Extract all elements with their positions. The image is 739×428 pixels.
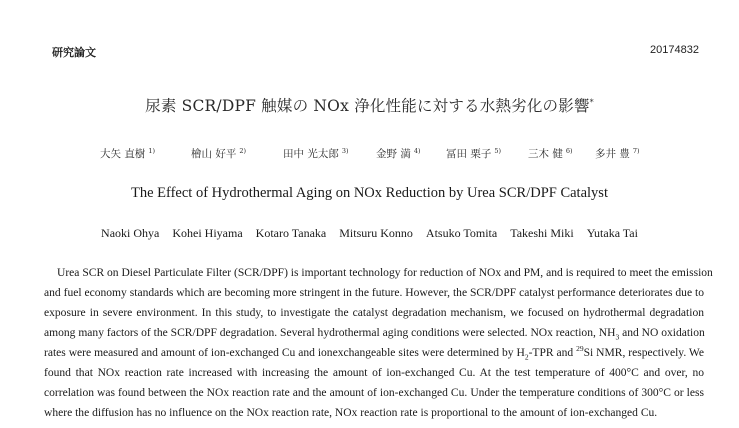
abstract-text: Si NMR, respectively. We (583, 347, 705, 359)
abstract-text: among many factors of the SCR/DPF degradation. Several hydrothermal aging conditions were selected. NOx reaction, NH (44, 327, 616, 339)
author-ja (446, 146, 501, 161)
author-ja-name: 檜山 好平 (191, 148, 237, 160)
author-ja-name: 金野 満 (376, 148, 411, 160)
subscript: 3 (615, 332, 620, 342)
author-ja-name: 大矢 直樹 (100, 148, 146, 160)
author-ja-affiliation: 1) (148, 146, 156, 155)
author-ja (191, 146, 246, 161)
author-ja-affiliation: 7) (632, 146, 640, 155)
author-en: Kohei Hiyama (172, 226, 243, 240)
abstract-line: exposure in severe environment. In this study, to investigate the catalyst degradation mechanism, we focused on hydrothermal degradation (44, 307, 704, 319)
author-ja-affiliation: 4) (413, 146, 421, 155)
document-number: 20174832 (650, 44, 699, 56)
abstract-line: found that NOx reaction rate increased with increasing the amount of ion-exchanged Cu. At the test temperature of 400°C and over, no (44, 367, 704, 379)
abstract-text: -TPR and (528, 347, 577, 359)
title-footnote-mark: * (589, 97, 594, 107)
abstract-line: and fuel economy standards which are becoming more stringent in the future. However, the SCR/DPF catalyst performance deteriorates due to (44, 287, 704, 299)
abstract-text: rates were measured and amount of ion-exchanged Cu and ionexchangeable sites were determined by H (44, 347, 525, 359)
english-title: The Effect of Hydrothermal Aging on NOx Reduction by Urea SCR/DPF Catalyst (131, 185, 608, 201)
abstract-line: where the diffusion has no influence on the NOx reaction rate, NOx reaction rate is proportional to the amount of ion-exchanged Cu. (44, 407, 658, 419)
author-ja-affiliation: 6) (565, 146, 573, 155)
author-ja-affiliation: 5) (494, 146, 502, 155)
japanese-title (0, 94, 739, 116)
abstract-text: and NO oxidation (619, 327, 705, 339)
japanese-title-text: 尿素 SCR/DPF 触媒の NOx 浄化性能に対する水熱劣化の影響 (145, 97, 590, 115)
author-en: Naoki Ohya (101, 226, 160, 240)
subscript: 2 (524, 352, 529, 362)
author-ja (283, 146, 349, 161)
abstract-line (44, 323, 704, 343)
author-ja (376, 146, 421, 161)
abstract-line: correlation was found between the NOx reaction rate and the amount of ion-exchanged Cu. Under the temperature conditions of 300°C or less (44, 387, 704, 399)
superscript: 29 (576, 344, 584, 354)
japanese-author-list (100, 146, 700, 162)
author-en: Takeshi Miki (510, 226, 574, 240)
author-ja (595, 146, 640, 161)
author-en: Atsuko Tomita (425, 226, 498, 240)
english-author-list (0, 226, 739, 241)
author-en: Yutaka Tai (586, 226, 638, 240)
author-en: Mitsuru Konno (339, 226, 413, 240)
article-category: 研究論文 (52, 46, 96, 59)
author-ja-name: 田中 光太郎 (283, 148, 339, 160)
author-ja-name: 多井 豊 (595, 148, 630, 160)
author-ja-name: 冨田 栗子 (446, 148, 492, 160)
author-ja-name: 三木 健 (528, 148, 563, 160)
author-en: Kotaro Tanaka (255, 226, 327, 240)
author-ja (528, 146, 573, 161)
author-ja (100, 146, 155, 161)
author-ja-affiliation: 2) (239, 146, 247, 155)
abstract (44, 263, 713, 423)
author-ja-affiliation: 3) (341, 146, 349, 155)
abstract-line: Urea SCR on Diesel Particulate Filter (SCR/DPF) is important technology for reduction of NOx and PM, and is required to meet the emission (57, 267, 713, 279)
abstract-line (44, 343, 704, 363)
